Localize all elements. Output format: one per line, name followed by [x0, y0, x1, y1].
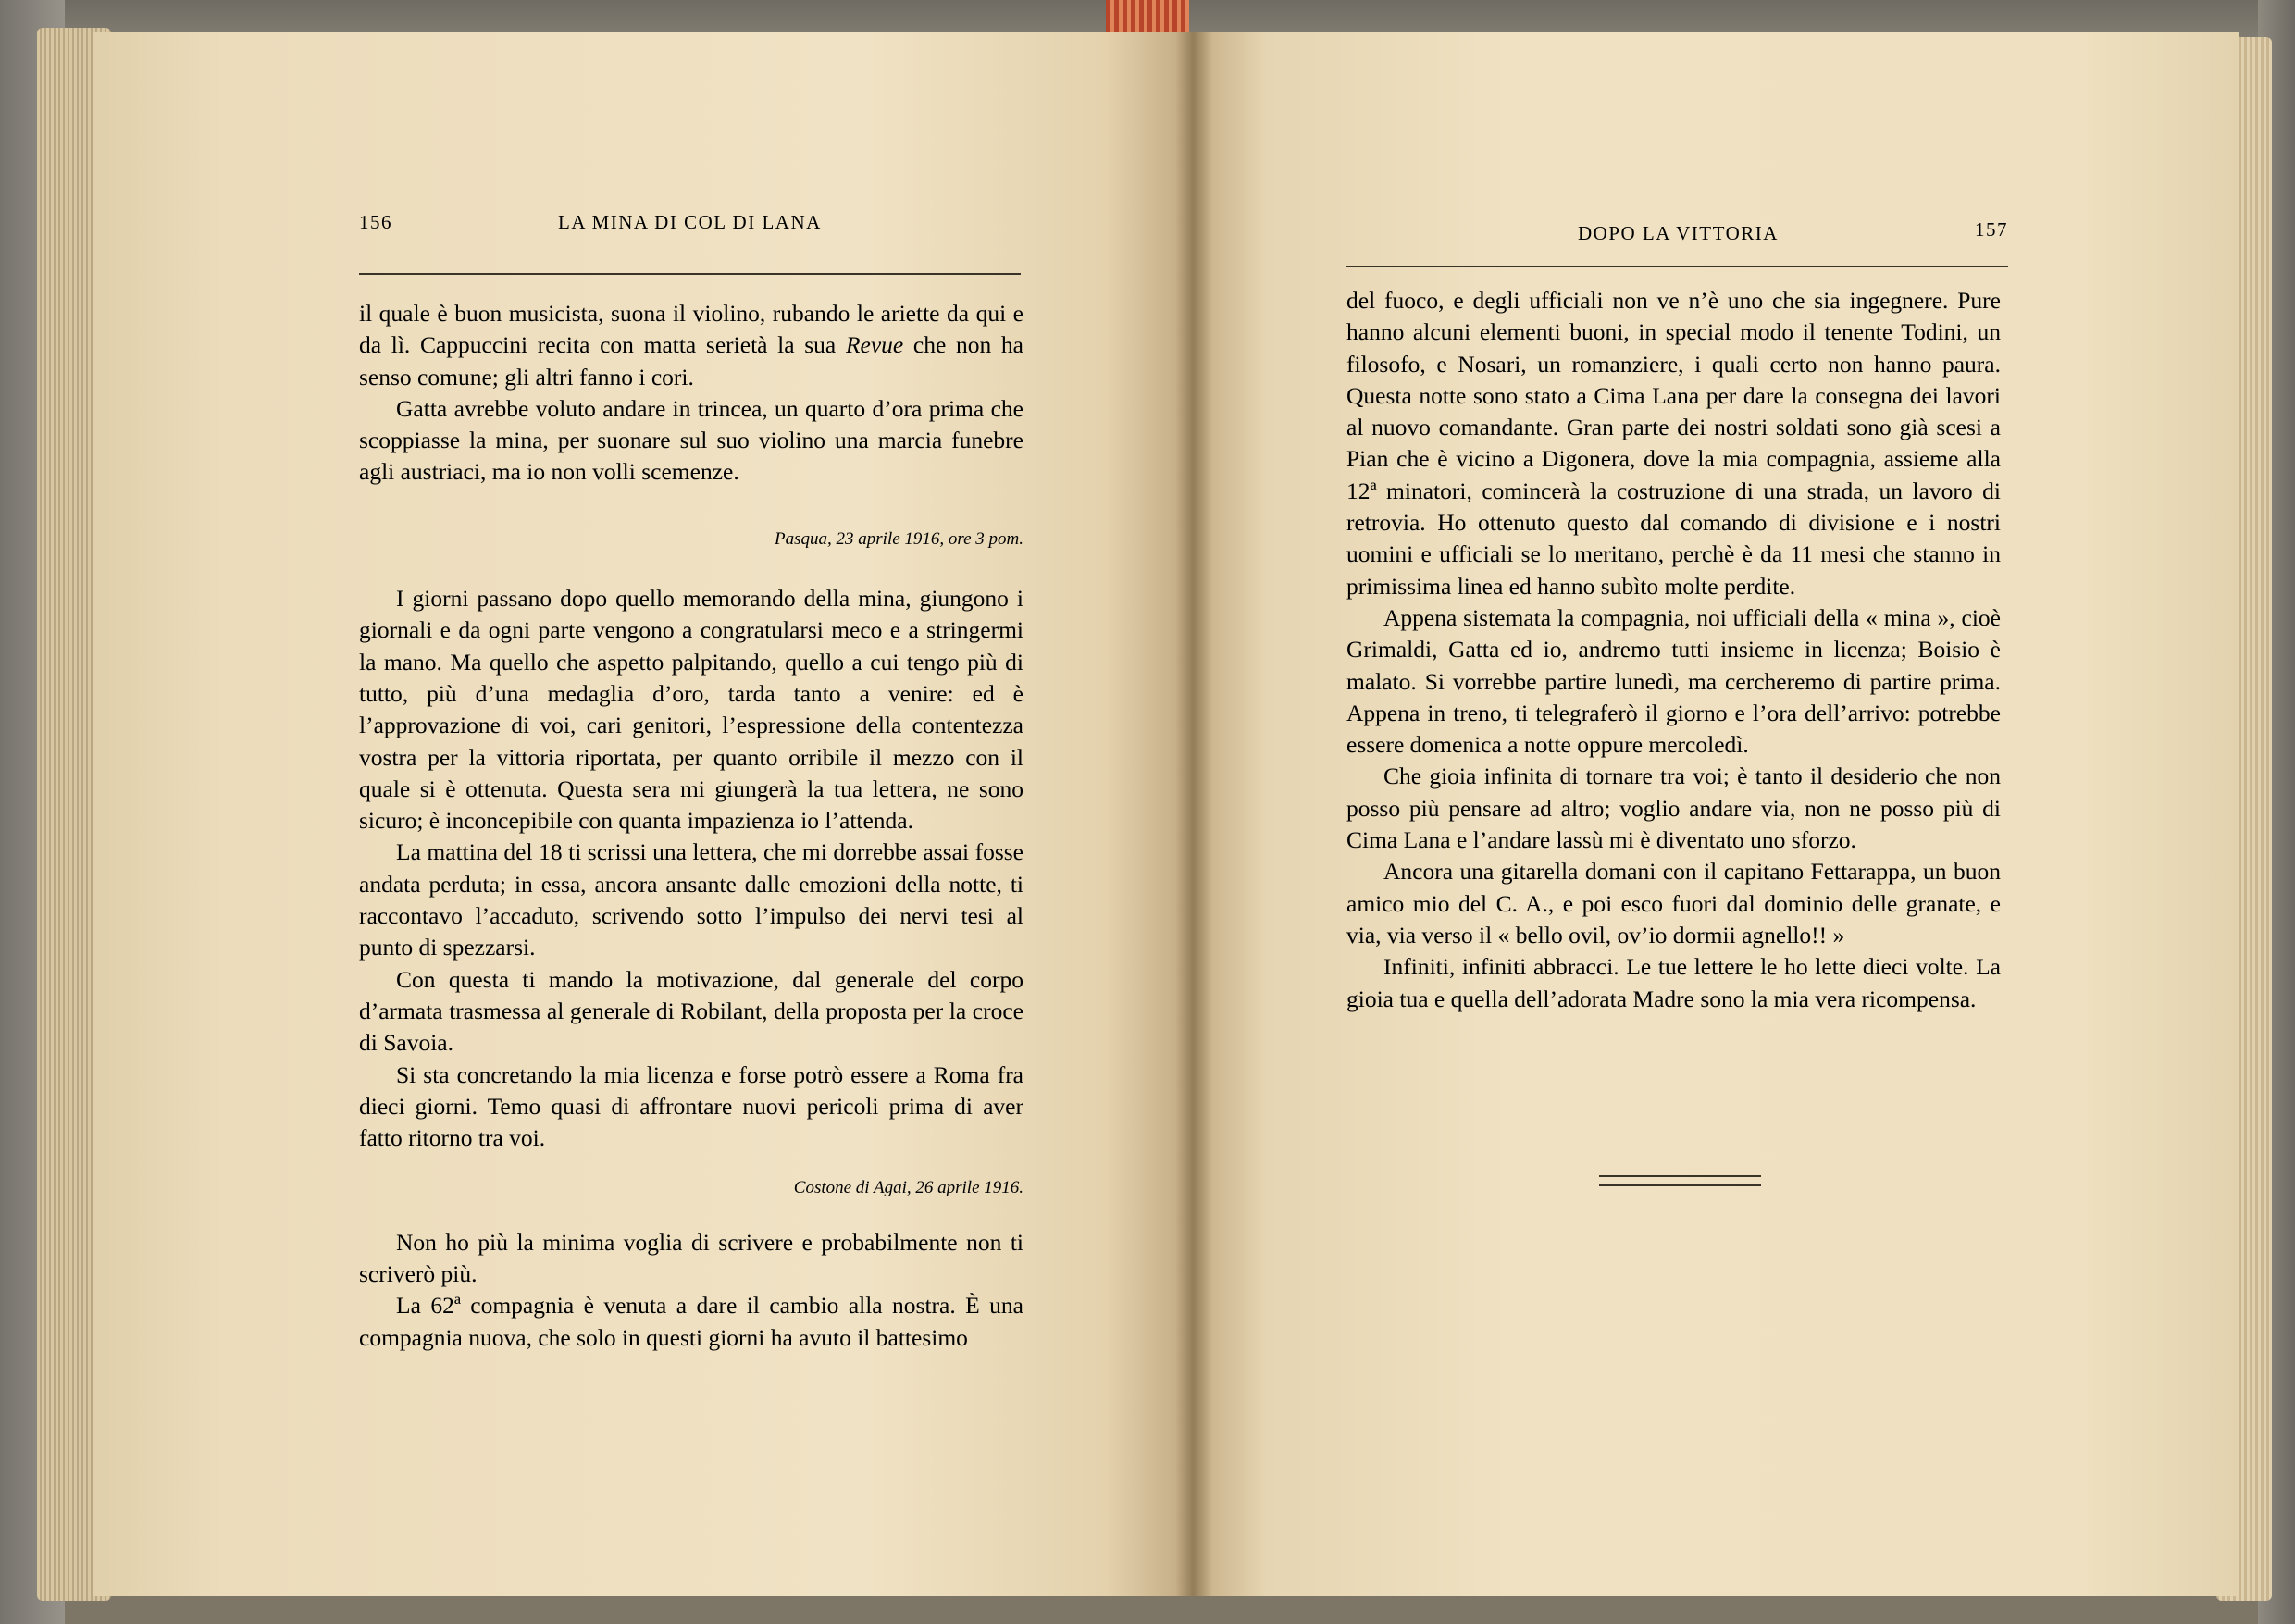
paragraph: il quale è buon musicista, suona il violino, rubando le ariette da qui e da lì. Cappuccini recita con matta serietà la sua Revue che non ha senso comune; gli altri fanno i cori.	[359, 300, 1023, 391]
paragraph: Con questa ti mando la motivazione, dal generale del corpo d’armata trasmessa al generale di Robilant, della proposta per la croce di Savoia.	[359, 965, 1023, 1057]
running-title: DOPO LA VITTORIA	[1578, 222, 1779, 244]
paragraph: La mattina del 18 ti scrissi una lettera, che mi dorrebbe assai fosse andata perduta; in essa, ancora ansante dalle emozioni della notte, ti raccontavo l’accaduto, scrivendo sotto l’impulso dei nervi tesi al punto di spezzarsi.	[359, 838, 1023, 961]
paragraph: La 62ª compagnia è venuta a dare il cambio alla nostra. È una compagnia nuova, che solo in questi giorni ha avuto il battesimo	[359, 1292, 1023, 1351]
right-page-header	[1346, 213, 2008, 250]
paragraph: Che gioia infinita di tornare tra voi; è tanto il desiderio che non posso più pensare ad altro; voglio andare via, non ne posso più di Cima Lana e l’andare lassù mi è diventato uno sforzo.	[1346, 762, 2001, 854]
header-rule	[1346, 266, 2008, 267]
letter-date: Pasqua, 23 aprile 1916, ore 3 pom.	[775, 528, 1023, 549]
letter-date: Costone di Agai, 26 aprile 1916.	[793, 1178, 1023, 1198]
paragraph: Infiniti, infiniti abbracci. Le tue lettere le ho lette dieci volte. La gioia tua e quella dell’adorata Madre sono la mia vera ricompensa.	[1346, 953, 2001, 1012]
section-end-rule	[1599, 1175, 1761, 1186]
page-number: 157	[1975, 218, 2008, 241]
header-rule	[359, 273, 1021, 275]
paragraph: del fuoco, e degli ufficiali non ve n’è uno che sia ingegnere. Pure hanno alcuni elementi buoni, in special modo il tenente Todini, un filosofo, e Nosari, un romanziere, i quali certo non hanno paura. Questa notte sono stato a Cima Lana per dare la consegna dei lavori al nuovo comandante. Gran parte dei nostri soldati sono già scesi a Pian che è vicino a Digonera, dove la mia compagnia, assieme alla 12ª minatori, comincerà la costruzione di una strada, un lavoro di retrovia. Ho ottenuto questo dal comando di divisione e i nostri uomini e ufficiali se lo meritano, perchè è da 11 mesi che stanno in primissima linea ed hanno subìto molte perdite.	[1346, 287, 2001, 600]
paragraph: Si sta concretando la mia licenza e forse potrò essere a Roma fra dieci giorni. Temo quasi di affrontare nuovi pericoli prima di aver fatto ritorno tra voi.	[359, 1060, 1023, 1152]
paragraph: Non ho più la minima voglia di scrivere e probabilmente non ti scriverò più.	[359, 1228, 1023, 1288]
bookmark-ribbon	[1106, 0, 1189, 35]
right-page-body	[1346, 285, 2001, 1015]
paragraph: Gatta avrebbe voluto andare in trincea, un quarto d’ora prima che scoppiasse la mina, per suonare sul suo violino una marcia funebre agli austriaci, ma io non volli scemenze.	[359, 394, 1023, 486]
page-number: 156	[359, 211, 392, 233]
paragraph: I giorni passano dopo quello memorando della mina, giungono i giornali e da ogni parte vengono a congratularsi meco e a stringermi la mano. Ma quello che aspetto palpitando, quello a cui tengo più di tutto, più d’una medaglia d’oro, tarda tanto a venire: ed è l’approvazione di voi, cari genitori, l’espressione della contentezza vostra per la vittoria riportata, per quanto orribile il mezzo con il quale si è ottenuta. Questa sera mi giungerà la tua lettera, ne sono sicuro; è inconcepibile con quanta impazienza io l’attenda.	[359, 585, 1023, 835]
paragraph: Ancora una gitarella domani con il capitano Fettarappa, un buon amico mio del C. A., e poi esco fuori dal dominio delle granate, e via, via verso il « bello ovil, ov’io dormii agnello!! »	[1346, 858, 2001, 948]
running-title: LA MINA DI COL DI LANA	[558, 211, 822, 233]
paragraph: Appena sistemata la compagnia, noi ufficiali della « mina », cioè Grimaldi, Gatta ed io, andremo tutti insieme in licenza; Boisio è malato. Si vorrebbe partire lunedì, ma cercheremo di partire prima. Appena in treno, ti telegraferò il giorno e l’ora dell’arrivo: potrebbe essere domenica a notte oppure mercoledì.	[1346, 603, 2001, 759]
left-page-body	[359, 298, 1023, 1354]
left-page-header	[359, 202, 1025, 239]
book-gutter	[1175, 32, 1212, 1596]
